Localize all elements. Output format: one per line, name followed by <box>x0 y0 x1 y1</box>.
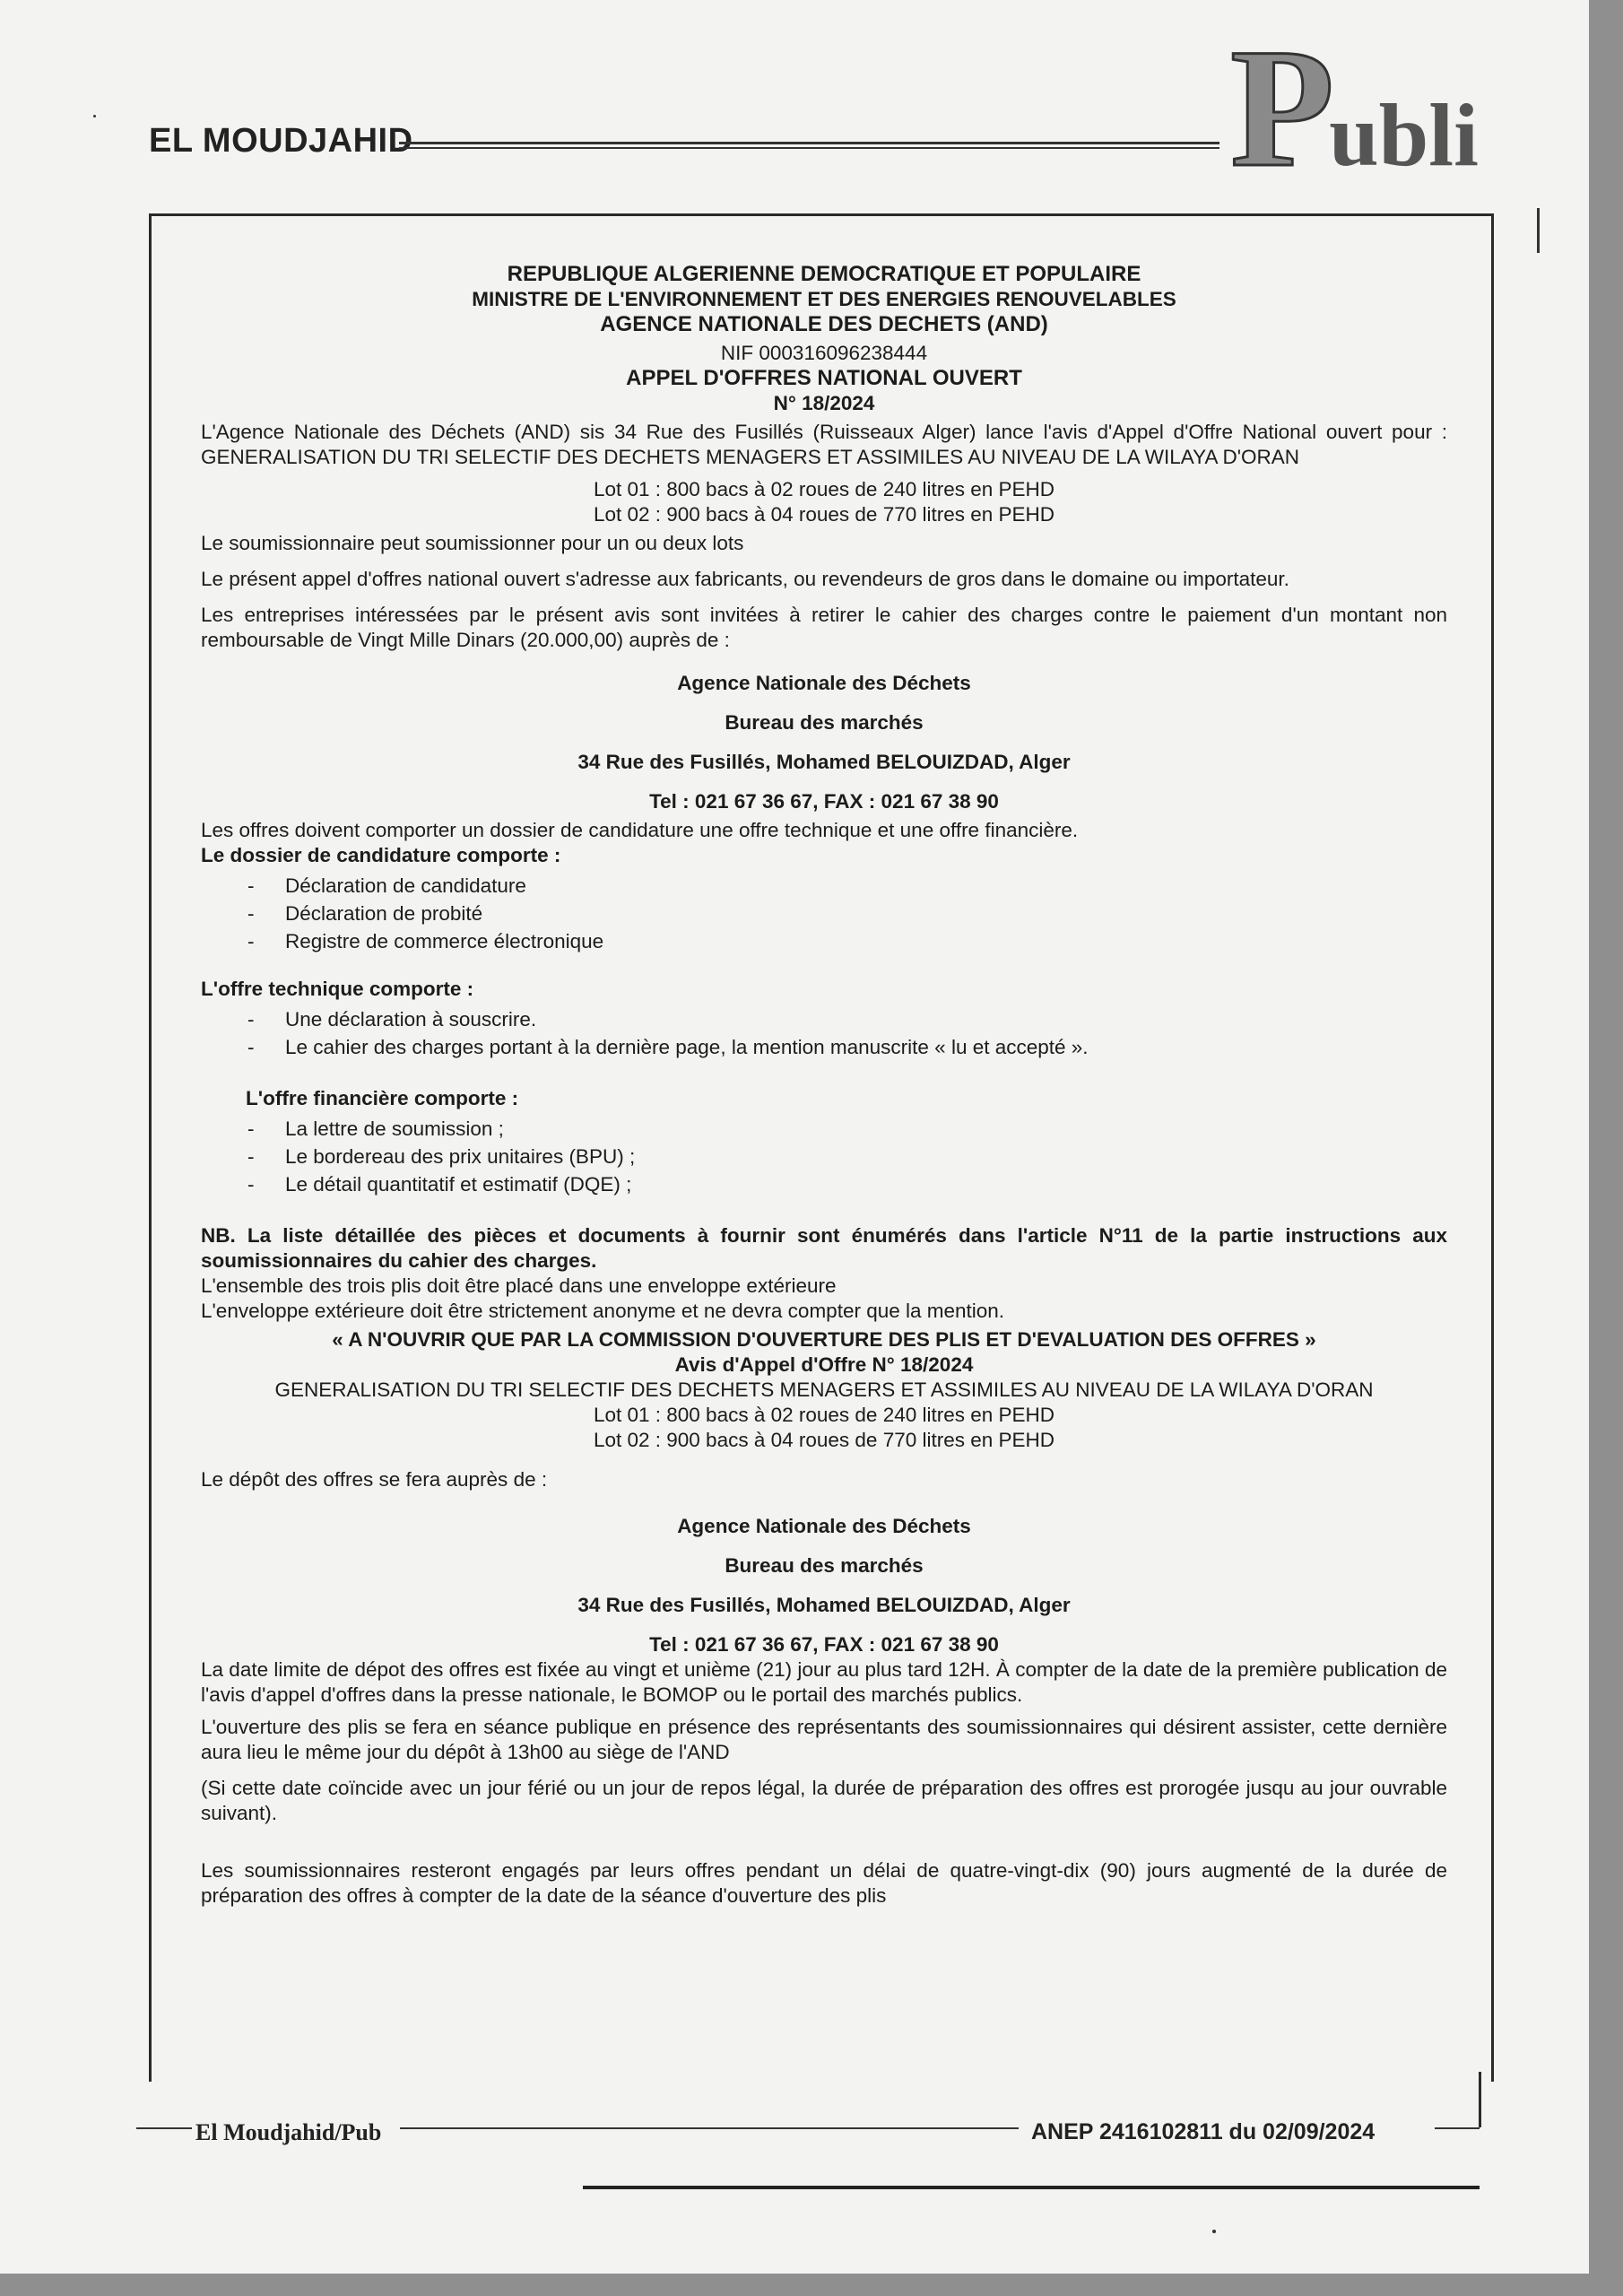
bottom-rule <box>583 2186 1480 2189</box>
para-date-limite: La date limite de dépot des offres est fixée au vingt et unième (21) jour au plus tard 12H. À compter de la date de la première publication de l'avis d'appel d'offres dans la presse nationale, le BOMOP ou le portail des marchés publics. <box>201 1658 1447 1706</box>
depot-intro: Le dépôt des offres se fera auprès de : <box>201 1468 548 1491</box>
para-addressees: Le présent appel d'offres national ouvert s'adresse aux fabricants, ou revendeurs de gros dans le domaine ou importateur. <box>201 568 1289 590</box>
contact-tel: Tel : 021 67 36 67, FAX : 021 67 38 90 <box>649 790 999 813</box>
para-offres: Les offres doivent comporter un dossier de candidature une offre technique et une offre financière. <box>201 819 1079 841</box>
intro-paragraph: L'Agence Nationale des Déchets (AND) sis 34 Rue des Fusillés (Ruisseaux Alger) lance l'avis d'Appel d'Offre National ouvert pour : GENERALISATION DU TRI SELECTIF DES DECHETS MENAGERS ET ASSIMILES AU NIVEAU DE LA WILAYA D'ORAN <box>201 421 1447 468</box>
contact-address: 34 Rue des Fusillés, Mohamed BELOUIZDAD, Alger <box>577 751 1071 773</box>
header-republic: REPUBLIQUE ALGERIENNE DEMOCRATIQUE ET POPULAIRE <box>507 262 1141 286</box>
header-ministry: MINISTRE DE L'ENVIRONNEMENT ET DES ENERGIES RENOUVELABLES <box>472 288 1176 310</box>
list-item: - Registre de commerce électronique <box>201 927 1447 955</box>
para-lots: Le soumissionnaire peut soumissionner pour un ou deux lots <box>201 532 744 554</box>
para-ferie: (Si cette date coïncide avec un jour férié ou un jour de repos légal, la durée de préparation des offres est prorogée jusqu au jour ouvrable suivant). <box>201 1777 1447 1824</box>
financiere-heading: L'offre financière comporte : <box>246 1087 519 1109</box>
lot-1: Lot 01 : 800 bacs à 02 roues de 240 litres en PEHD <box>593 478 1055 500</box>
section-banner <box>1230 14 1479 203</box>
para-ouverture: L'ouverture des plis se fera en séance publique en présence des représentants des soumissionnaires qui désirent assister, cette dernière aura lieu le même jour du dépôt à 13h00 au siège de l'AND <box>201 1716 1447 1763</box>
list-item: - Déclaration de probité <box>201 900 1447 927</box>
mention-line-1: « A N'OUVRIR QUE PAR LA COMMISSION D'OUVERTURE DES PLIS ET D'EVALUATION DES OFFRES » <box>332 1328 1316 1351</box>
scan-speck <box>93 115 96 117</box>
frame-right-tail <box>1479 2072 1481 2127</box>
lot-2-repeat: Lot 02 : 900 bacs à 04 roues de 770 litres en PEHD <box>593 1429 1055 1451</box>
technique-heading: L'offre technique comporte : <box>201 978 474 1000</box>
masthead-rule <box>399 142 1219 149</box>
list-item: - Une déclaration à souscrire. <box>201 1005 1447 1033</box>
header-nif: NIF 000316096238444 <box>720 342 928 364</box>
masthead-title: EL MOUDJAHID <box>149 122 413 160</box>
announcement-body <box>201 262 1447 1909</box>
list-item: - Le détail quantitatif et estimatif (DQE) ; <box>201 1170 1447 1198</box>
list-item: - Le bordereau des prix unitaires (BPU) ; <box>201 1143 1447 1170</box>
header-number: N° 18/2024 <box>773 392 875 414</box>
contact-bureau: Bureau des marchés <box>725 711 924 734</box>
financiere-list <box>201 1115 1447 1198</box>
lot-2: Lot 02 : 900 bacs à 04 roues de 770 litres en PEHD <box>593 503 1055 526</box>
nb-note: NB. La liste détaillée des pièces et documents à fournir sont énumérés dans l'article N°11 de la partie instructions aux soumissionnaires du cahier des charges. <box>201 1224 1447 1272</box>
mention-line-2: Avis d'Appel d'Offre N° 18/2024 <box>674 1353 974 1376</box>
scan-speck <box>1212 2230 1216 2233</box>
footer-rule-middle <box>400 2127 1019 2129</box>
contact-name: Agence Nationale des Déchets <box>677 672 971 694</box>
footer-rule-right <box>1435 2127 1480 2129</box>
section-banner-rest: ubli <box>1329 85 1479 185</box>
header-title: APPEL D'OFFRES NATIONAL OUVERT <box>626 366 1022 390</box>
footer-source: El Moudjahid/Pub <box>195 2119 382 2145</box>
footer-rule-left <box>136 2127 192 2129</box>
margin-mark <box>1537 208 1540 253</box>
header-agency: AGENCE NATIONALE DES DECHETS (AND) <box>600 312 1048 336</box>
para-retrait: Les entreprises intéressées par le présent avis sont invitées à retirer le cahier des charges contre le paiement d'un montant non remboursable de Vingt Mille Dinars (20.000,00) auprès de : <box>201 604 1447 651</box>
technique-list <box>201 1005 1447 1061</box>
envelope-line-2: L'enveloppe extérieure doit être strictement anonyme et ne devra compter que la mention. <box>201 1300 1005 1322</box>
envelope-line-1: L'ensemble des trois plis doit être placé dans une enveloppe extérieure <box>201 1274 837 1297</box>
list-item: - La lettre de soumission ; <box>201 1115 1447 1143</box>
contact-name-repeat: Agence Nationale des Déchets <box>677 1515 971 1537</box>
footer-anep-ref: ANEP 2416102811 du 02/09/2024 <box>1031 2119 1376 2144</box>
mention-line-3: GENERALISATION DU TRI SELECTIF DES DECHETS MENAGERS ET ASSIMILES AU NIVEAU DE LA WILAYA D'ORAN <box>274 1378 1374 1401</box>
lot-1-repeat: Lot 01 : 800 bacs à 02 roues de 240 litres en PEHD <box>593 1404 1055 1426</box>
para-engagement: Les soumissionnaires resteront engagés par leurs offres pendant un délai de quatre-vingt-dix (90) jours augmenté de la durée de préparation des offres à compter de la date de la séance d'ouverture des plis <box>201 1859 1447 1907</box>
contact-address-repeat: 34 Rue des Fusillés, Mohamed BELOUIZDAD, Alger <box>577 1594 1071 1616</box>
dossier-heading: Le dossier de candidature comporte : <box>201 844 561 866</box>
contact-bureau-repeat: Bureau des marchés <box>725 1554 924 1577</box>
list-item: - Déclaration de candidature <box>201 872 1447 900</box>
contact-tel-repeat: Tel : 021 67 36 67, FAX : 021 67 38 90 <box>649 1633 999 1656</box>
dossier-list <box>201 872 1447 955</box>
section-banner-initial: P <box>1230 14 1335 203</box>
list-item: - Le cahier des charges portant à la dernière page, la mention manuscrite « lu et accepté ». <box>201 1033 1447 1061</box>
